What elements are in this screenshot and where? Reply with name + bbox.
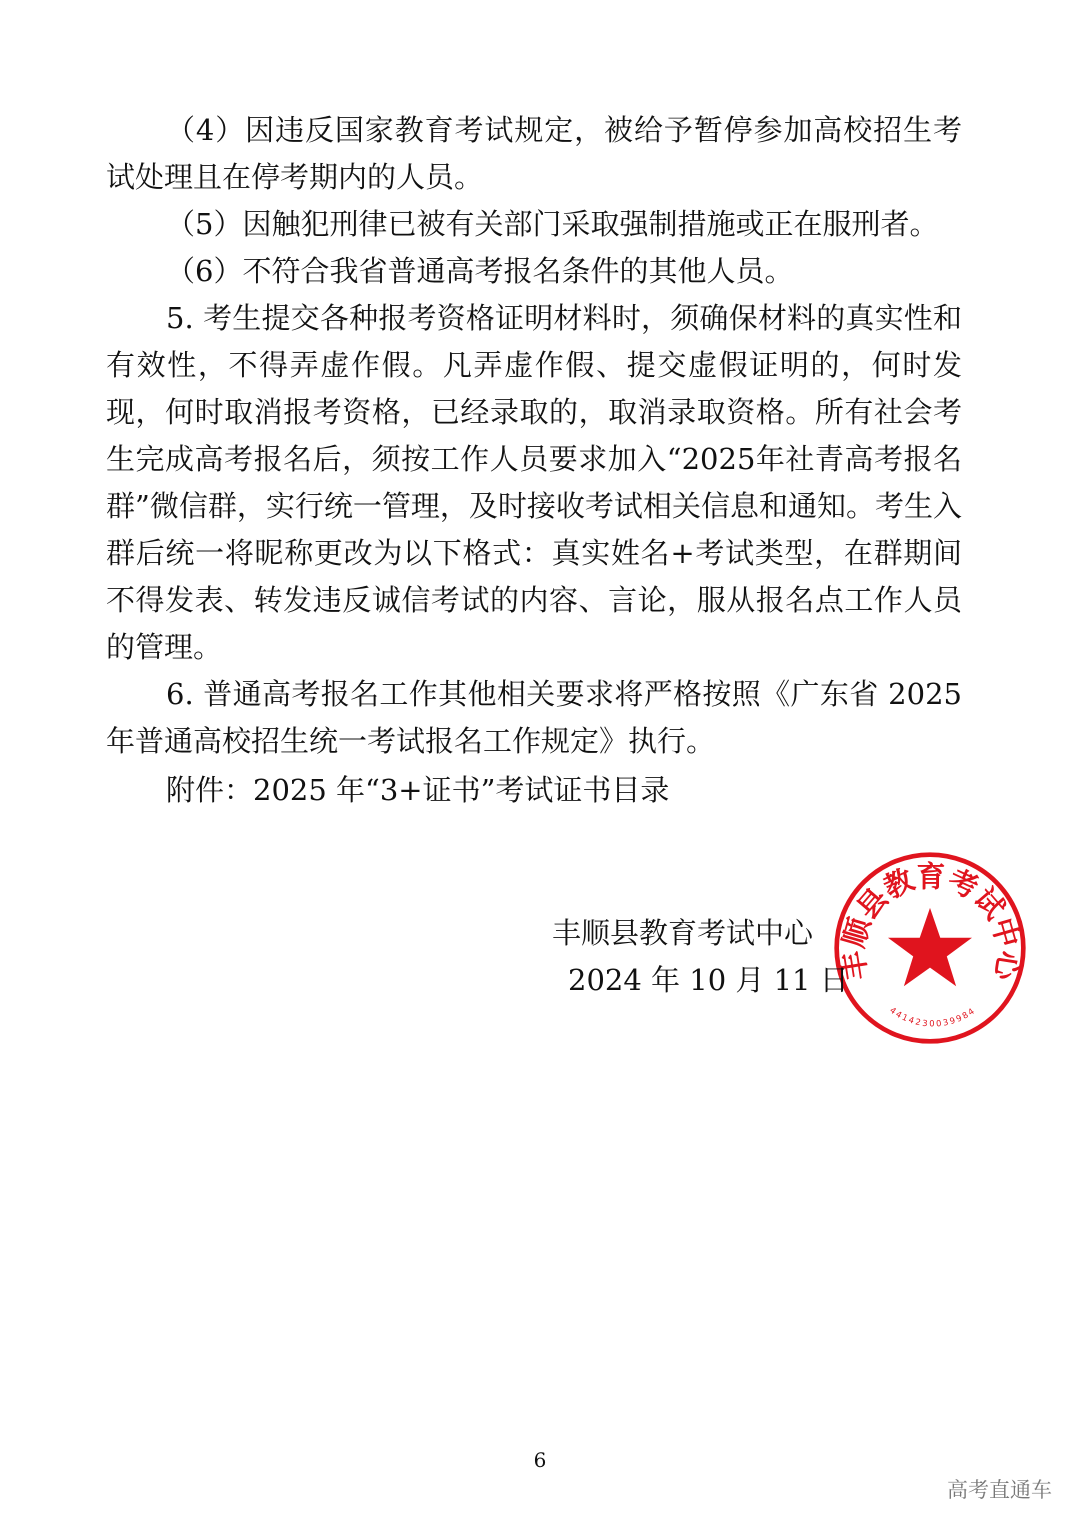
paragraph-item-4: （4）因违反国家教育考试规定，被给予暂停参加高校招生考试处理且在停考期内的人员。 bbox=[106, 113, 962, 194]
paragraph-item-5: （5）因触犯刑律已被有关部门采取强制措施或正在服刑者。 bbox=[166, 207, 939, 241]
svg-text:4414230039984: 4414230039984 bbox=[888, 1004, 978, 1029]
attachment-line: 附件：2025 年“3+证书”考试证书目录 bbox=[166, 773, 670, 807]
official-seal bbox=[832, 850, 1028, 1046]
signature-org: 丰顺县教育考试中心 bbox=[552, 916, 814, 950]
paragraph-5: 5. 考生提交各种报考资格证明材料时，须确保材料的真实性和有效性，不得弄虚作假。凡弄虚作假、提交虚假证明的，何时发现，何时取消报考资格，已经录取的，取消录取资格。所有社会考生完成高考报名后，须按工作人员要求加入“2025年社青高考报名群”微信群，实行统一管理，及时接收考试相关信息和通知。考生入群后统一将昵称更改为以下格式：真实姓名+考试类型，在群期间不得发表、转发违反诚信考试的内容、言论，服从报名点工作人员的管理。 bbox=[106, 301, 962, 664]
document-body bbox=[106, 107, 962, 765]
paragraph-6: 6. 普通高考报名工作其他相关要求将严格按照《广东省 2025 年普通高校招生统一考试报名工作规定》执行。 bbox=[106, 677, 962, 758]
page-number: 6 bbox=[533, 1448, 547, 1472]
watermark: 高考直通车 bbox=[947, 1478, 1052, 1502]
signature-date: 2024 年 10 月 11 日 bbox=[568, 963, 849, 997]
paragraph-item-6: （6）不符合我省普通高考报名条件的其他人员。 bbox=[166, 254, 794, 288]
star-icon bbox=[888, 908, 972, 986]
svg-text:丰顺县教育考试中心: 丰顺县教育考试中心 bbox=[835, 859, 1027, 983]
